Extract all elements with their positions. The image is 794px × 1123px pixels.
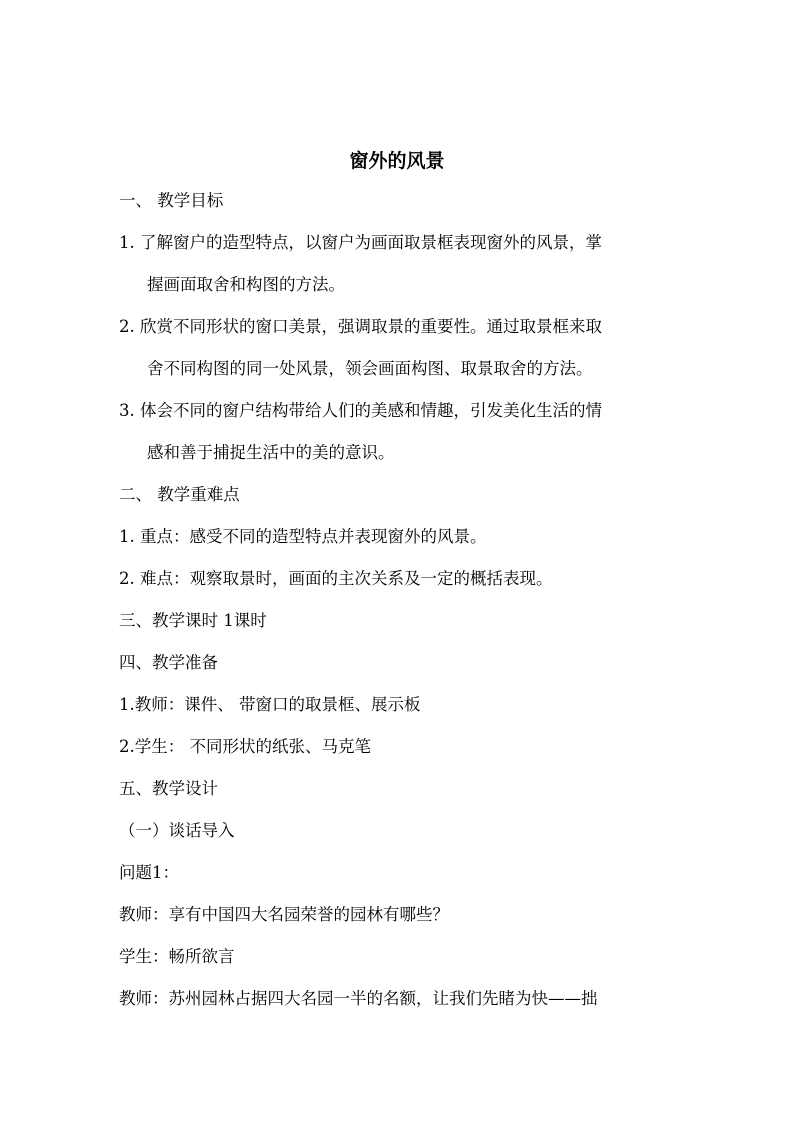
section-heading-design: 五、教学设计 [119,779,218,798]
paragraph-line: 感和善于捕捉生活中的美的意识。 [147,443,395,462]
section-heading-class-hours: 三、教学课时 1课时 [119,611,267,630]
subsection-heading: （一）谈话导入 [119,821,235,840]
section-heading-objectives: 一、 教学目标 [119,191,224,210]
paragraph-line: 握画面取舍和构图的方法。 [147,275,345,294]
section-heading-preparation: 四、教学准备 [119,653,218,672]
paragraph-line: 教师：享有中国四大名园荣誉的园林有哪些？ [119,905,449,924]
paragraph-line: 学生：畅所欲言 [119,947,235,966]
paragraph-line: 3. 体会不同的窗户结构带给人们的美感和情趣，引发美化生活的情 [119,401,602,420]
document-title: 窗外的风景 [349,150,445,172]
paragraph-line: 1. 重点：感受不同的造型特点并表现窗外的风景。 [119,527,487,546]
paragraph-line: 1.教师：课件、 带窗口的取景框、展示板 [119,695,421,714]
paragraph-line: 舍不同构图的同一处风景，领会画面构图、取景取舍的方法。 [147,359,593,378]
paragraph-line: 教师：苏州园林占据四大名园一半的名额，让我们先睹为快——拙 [119,989,598,1008]
paragraph-line: 问题1： [119,863,179,882]
paragraph-line: 2. 难点：观察取景时，画面的主次关系及一定的概括表现。 [119,569,553,588]
paragraph-line: 2.学生： 不同形状的纸张、马克笔 [119,737,371,756]
paragraph-line: 2. 欣赏不同形状的窗口美景，强调取景的重要性。通过取景框来取 [119,317,602,336]
paragraph-line: 1. 了解窗户的造型特点，以窗户为画面取景框表现窗外的风景，掌 [119,233,602,252]
section-heading-key-points: 二、 教学重难点 [119,485,240,504]
